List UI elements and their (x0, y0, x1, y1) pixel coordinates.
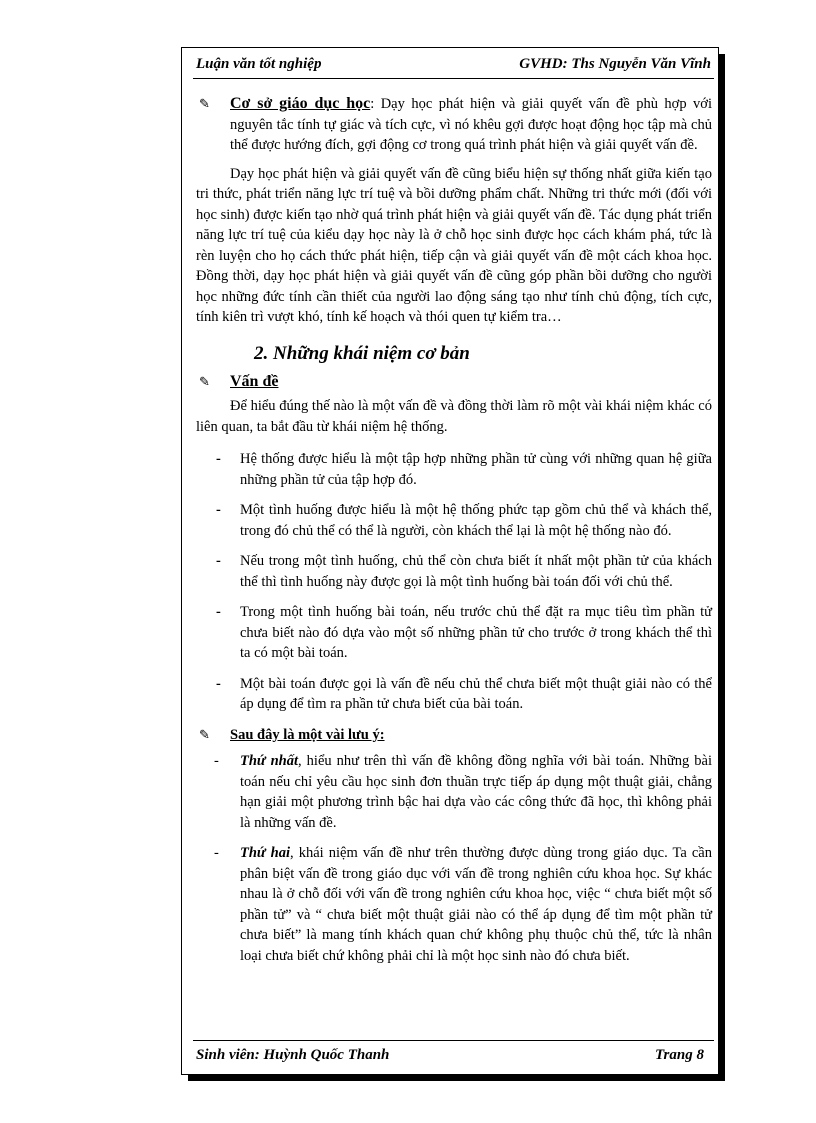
list-item: - Một tình huống được hiểu là một hệ thống phức tạp gồm chủ thể và khách thể, trong đó chủ thể có thể là người, còn khách thể lại là một hệ thống nào đó. (216, 502, 712, 539)
footer-rule (193, 1040, 714, 1041)
pencil-bullet-icon: ✎ (199, 726, 210, 742)
dash-marker: - (214, 753, 219, 769)
subheading-problem: ✎ Vấn đề (196, 372, 712, 393)
note-lead: Thứ nhất (240, 753, 299, 769)
page-body (196, 94, 712, 976)
dash-marker: - (216, 553, 221, 569)
dash-marker: - (216, 604, 221, 620)
dash-marker: - (216, 451, 221, 467)
section-heading: 2. Những khái niệm cơ bản (254, 342, 470, 364)
note-lead: Thứ hai (240, 845, 291, 861)
list-item: - Thứ nhất, hiểu như trên thì vấn đề không đồng nghĩa với bài toán. Những bài toán nếu chỉ yêu cầu học sinh đơn thuần trực tiếp áp dụng một thuật giải, chẳng hạn giải một phương trình bậc hai dựa vào các công thức đã học, thì không phải là những vấn đề. (214, 753, 713, 831)
list-item: - Nếu trong một tình huống, chủ thể còn chưa biết ít nhất một phần tử của khách thể thì tình huống này được gọi là một tình huống bài toán đối với chủ thể. (216, 553, 712, 590)
subheading-notes: ✎ Sau đây là một vài lưu ý: (196, 725, 712, 746)
page-shadow-bottom (188, 1074, 725, 1081)
notes-list (196, 751, 712, 966)
page-shadow-right (718, 54, 725, 1081)
bullet-text: : Dạy học phát hiện và giải quyết vấn đề phù hợp với nguyên tắc tính tự giác và tích cực, vì nó khêu gợi được hoạt động học tập mà chủ thể được hướng đích, gợi động cơ trong quá trình phát hiện và giải quyết vấn đề. (230, 96, 712, 153)
bullet-title: Cơ sở giáo dục học (230, 95, 371, 112)
definition-list (196, 449, 712, 715)
paragraph-system: Để hiểu đúng thế nào là một vấn đề và đồng thời làm rõ một vài khái niệm khác có liên quan, ta bắt đầu từ khái niệm hệ thống. (196, 398, 712, 435)
dash-marker: - (216, 502, 221, 518)
list-item: - Một bài toán được gọi là vấn đề nếu chủ thể chưa biết một thuật giải nào có thể áp dụng để tìm ra phần tử chưa biết của bài toán. (216, 675, 712, 712)
dash-marker: - (216, 675, 221, 692)
bullet-education-basis (196, 94, 712, 156)
list-item: - Trong một tình huống bài toán, nếu trước chủ thể đặt ra mục tiêu tìm phần tử chưa biết nào đó dựa vào một số những phần tử cho trước ở trong khách thể thì ta có một bài toán. (216, 604, 712, 661)
list-item: - Hệ thống được hiểu là một tập hợp những phần tử cùng với những quan hệ giữa những phần tử của tập hợp đó. (216, 451, 712, 488)
header-rule (193, 78, 714, 79)
pencil-bullet-icon: ✎ (199, 96, 210, 111)
list-item: - Thứ hai, khái niệm vấn đề như trên thường được dùng trong giáo dục. Ta cần phân biệt vấn đề trong giáo dục với vấn đề trong nghiên cứu khoa học. Sự khác nhau là ở chỗ đối với vấn đề trong nghiên cứu khoa học, việc “ chưa biết một số phần tử” và “ chưa biết một thuật giải nào có thể áp dụng để tìm một phần tử chưa biết” là mang tính khách quan chứ không phụ thuộc chủ thể, tức là nhân loại chưa biết chứ không phải chỉ là một học sinh nào đó chưa biết. (214, 845, 712, 964)
page-header (196, 56, 711, 78)
paragraph-intro: Dạy học phát hiện và giải quyết vấn đề cũng biểu hiện sự thống nhất giữa kiến tạo tri thức, phát triển năng lực trí tuệ và bồi dưỡng phẩm chất. Những tri thức mới (đối với học sinh) được kiến tạo nhờ quá trình phát hiện và giải quyết vấn đề. Tác dụng phát triển năng lực trí tuệ của kiểu dạy học này là ở chỗ học sinh được học cách khám phá, tức là rèn luyện cho họ cách thức phát hiện, tiếp cận và giải quyết vấn đề một cách khoa học. Đồng thời, dạy học phát hiện và giải quyết vấn đề cũng góp phần bồi dưỡng cho người học những đức tính cần thiết của người lao động sáng tạo như tính chủ động, tích cực, tính kiên trì vượt khó, tính kế hoạch và thói quen tự kiểm tra… (196, 165, 712, 325)
page-number: Trang 8 (654, 1047, 704, 1063)
footer-student: Sinh viên: Huỳnh Quốc Thanh (196, 1047, 390, 1063)
pencil-bullet-icon: ✎ (199, 373, 210, 389)
dash-marker: - (214, 845, 219, 861)
header-supervisor: GVHD: Ths Nguyễn Văn Vĩnh (519, 56, 711, 72)
page-footer (196, 1047, 704, 1069)
header-thesis-title: Luận văn tốt nghiệp (196, 56, 322, 72)
